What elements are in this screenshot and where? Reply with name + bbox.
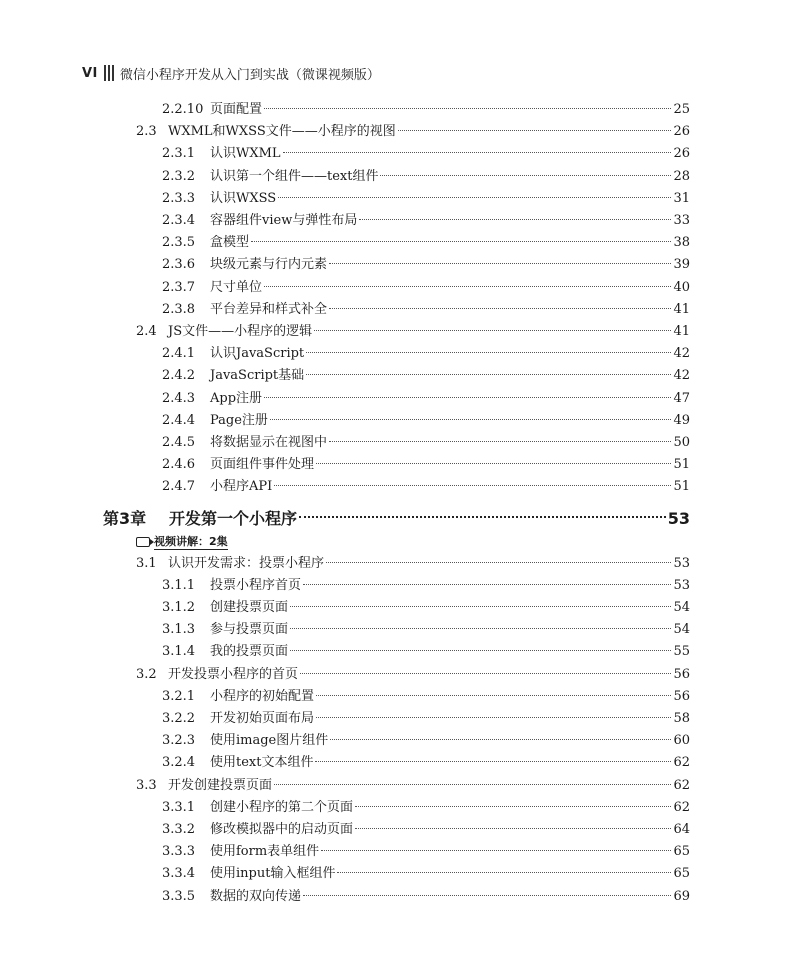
toc-entry-title: 认识WXSS <box>210 190 277 206</box>
toc-entry-number: 2.3.2 <box>162 168 196 184</box>
toc-dot-leader <box>283 152 672 153</box>
toc-entry-title: 开发第一个小程序 <box>169 508 298 528</box>
toc-entry-page: 55 <box>673 644 690 660</box>
toc-section-entry[interactable] <box>136 122 690 142</box>
toc-subsection-entry[interactable] <box>162 731 690 751</box>
toc-entry-number: 3.1 <box>136 555 157 571</box>
toc-subsection-entry[interactable] <box>162 753 690 773</box>
toc-dot-leader <box>316 717 671 718</box>
toc-entry-page: 53 <box>667 508 690 528</box>
toc-entry-number: 2.4.1 <box>162 346 196 362</box>
toc-entry-title: 数据的双向传递 <box>210 888 302 904</box>
toc-entry-number: 2.3.1 <box>162 146 196 162</box>
toc-entry-number: 2.4.3 <box>162 390 196 406</box>
toc-entry-page: 69 <box>673 888 690 904</box>
toc-entry-page: 26 <box>673 124 690 140</box>
toc-entry-number: 3.2.3 <box>162 733 196 749</box>
toc-dot-leader <box>315 761 671 762</box>
toc-dot-leader <box>326 562 671 563</box>
toc-entry-title: 小程序API <box>210 479 273 495</box>
toc-entry-number: 2.4.6 <box>162 457 196 473</box>
toc-dot-leader <box>303 584 671 585</box>
toc-entry-number: 2.3.3 <box>162 190 196 206</box>
toc-entry-title: 参与投票页面 <box>210 622 289 638</box>
toc-entry-page: 60 <box>673 733 690 749</box>
toc-entry-title: 平台差异和样式补全 <box>210 301 328 317</box>
toc-entry-title: 认识JavaScript <box>210 346 305 362</box>
toc-entry-title: 使用input输入框组件 <box>210 866 336 882</box>
toc-subsection-entry[interactable] <box>162 455 690 475</box>
toc-entry-page: 49 <box>673 412 690 428</box>
toc-dot-leader <box>355 806 671 807</box>
toc-entry-page: 28 <box>673 168 690 184</box>
toc-dot-leader <box>355 828 671 829</box>
toc-dot-leader <box>264 286 671 287</box>
toc-dot-leader <box>306 374 671 375</box>
toc-entry-page: 31 <box>673 190 690 206</box>
toc-dot-leader <box>380 175 671 176</box>
toc-entry-page: 40 <box>673 279 690 295</box>
toc-section-entry[interactable] <box>136 554 690 574</box>
toc-entry-number: 3.1.1 <box>162 577 196 593</box>
toc-dot-leader <box>316 695 671 696</box>
toc-entry-page: 65 <box>673 866 690 882</box>
toc-entry-page: 56 <box>673 666 690 682</box>
toc-entry-number: 第3章 <box>103 508 147 528</box>
toc-subsection-entry[interactable] <box>162 687 690 707</box>
toc-subsection-entry[interactable] <box>162 389 690 409</box>
toc-entry-number: 2.3.4 <box>162 213 196 228</box>
toc-dot-leader <box>300 673 671 674</box>
toc-entry-title: WXML和WXSS文件——小程序的视图 <box>168 124 396 140</box>
toc-entry-title: 容器组件view与弹性布局 <box>210 213 358 228</box>
video-camera-icon <box>136 537 150 547</box>
toc-entry-number: 2.3.6 <box>162 257 196 273</box>
toc-subsection-entry[interactable] <box>162 411 690 431</box>
toc-subsection-entry[interactable] <box>162 576 690 596</box>
toc-entry-title: 块级元素与行内元素 <box>210 257 328 273</box>
toc-subsection-entry[interactable] <box>162 344 690 364</box>
toc-entry-page: 64 <box>673 822 690 837</box>
toc-dot-leader <box>398 130 672 131</box>
toc-entry-title: 开发创建投票页面 <box>168 777 273 793</box>
toc-subsection-entry[interactable] <box>162 278 690 298</box>
toc-entry-number: 2.4.2 <box>162 368 196 384</box>
toc-entry-page: 51 <box>673 457 690 473</box>
toc-entry-page: 53 <box>673 577 690 593</box>
toc-dot-leader <box>264 108 671 109</box>
toc-entry-number: 3.3.4 <box>162 866 196 882</box>
toc-entry-number: 2.3.5 <box>162 235 196 251</box>
toc-section-entry[interactable] <box>136 776 690 796</box>
toc-entry-title: 页面组件事件处理 <box>210 457 315 473</box>
toc-entry-page: 41 <box>673 324 690 339</box>
toc-entry-title: 盒模型 <box>210 235 250 251</box>
toc-entry-number: 2.4 <box>136 324 157 339</box>
toc-entry-number: 2.4.4 <box>162 412 196 428</box>
toc-dot-leader <box>251 241 671 242</box>
toc-entry-page: 26 <box>673 146 690 162</box>
toc-entry-title: 使用image图片组件 <box>210 733 329 749</box>
toc-entry-number: 2.3.8 <box>162 301 196 317</box>
toc-subsection-entry[interactable] <box>162 233 690 253</box>
toc-entry-title: 开发初始页面布局 <box>210 711 315 726</box>
toc-entry-title: 投票小程序首页 <box>210 577 302 593</box>
toc-subsection-entry[interactable] <box>162 598 690 618</box>
toc-entry-title: JS文件——小程序的逻辑 <box>168 324 313 339</box>
toc-entry-page: 33 <box>673 213 690 228</box>
toc-subsection-entry[interactable] <box>162 620 690 640</box>
toc-entry-number: 3.3.5 <box>162 888 196 904</box>
toc-entry-number: 3.1.2 <box>162 600 196 615</box>
toc-entry-title: 认识第一个组件——text组件 <box>210 168 379 184</box>
toc-entry-number: 3.1.3 <box>162 622 196 638</box>
toc-subsection-entry[interactable] <box>162 433 690 453</box>
toc-dot-leader <box>329 263 671 264</box>
toc-dot-leader <box>299 516 666 518</box>
toc-subsection-entry[interactable] <box>162 477 690 497</box>
toc-entry-title: 创建投票页面 <box>210 600 289 615</box>
toc-dot-leader <box>274 485 671 486</box>
toc-entry-number: 3.3.2 <box>162 822 196 837</box>
toc-dot-leader <box>303 895 671 896</box>
toc-dot-leader <box>290 606 671 607</box>
toc-entry-page: 25 <box>673 102 690 117</box>
toc-entry-title: 小程序的初始配置 <box>210 688 315 704</box>
toc-entry-number: 2.3.7 <box>162 279 196 295</box>
toc-entry-title: 认识开发需求：投票小程序 <box>168 555 325 571</box>
toc-entry-title: 使用text文本组件 <box>210 755 314 771</box>
toc-entry-number: 3.3.3 <box>162 844 196 860</box>
toc-subsection-entry[interactable] <box>162 864 690 884</box>
toc-subsection-entry[interactable] <box>162 189 690 209</box>
toc-dot-leader <box>316 463 671 464</box>
toc-dot-leader <box>337 872 671 873</box>
toc-dot-leader <box>274 784 671 785</box>
toc-entry-page: 65 <box>673 844 690 860</box>
toc-subsection-entry[interactable] <box>162 300 690 320</box>
toc-subsection-entry[interactable] <box>162 820 690 840</box>
toc-entry-number: 3.2.4 <box>162 755 196 771</box>
toc-entry-number: 2.4.7 <box>162 479 196 495</box>
toc-dot-leader <box>290 628 671 629</box>
toc-entry-page: 38 <box>673 235 690 251</box>
toc-dot-leader <box>264 397 671 398</box>
toc-dot-leader <box>329 308 671 309</box>
header-divider-bars <box>104 65 114 81</box>
toc-entry-page: 62 <box>673 799 690 815</box>
video-lecture-label: 视频讲解：2集 <box>154 535 228 549</box>
toc-entry-title: 使用form表单组件 <box>210 844 320 860</box>
toc-entry-number: 3.1.4 <box>162 644 196 660</box>
toc-entry-title: Page注册 <box>210 412 268 428</box>
toc-entry-number: 2.2.10 <box>162 102 204 117</box>
toc-entry-page: 51 <box>673 479 690 495</box>
toc-subsection-entry[interactable] <box>162 211 690 231</box>
toc-entry-title: 修改模拟器中的启动页面 <box>210 822 354 837</box>
toc-entry-number: 3.2.2 <box>162 711 196 726</box>
toc-entry-title: JavaScript基础 <box>210 368 305 384</box>
toc-dot-leader <box>306 352 671 353</box>
toc-entry-title: 尺寸单位 <box>210 279 263 295</box>
page-header <box>82 62 380 84</box>
toc-dot-leader <box>329 441 671 442</box>
toc-entry-page: 62 <box>673 777 690 793</box>
toc-entry-title: 页面配置 <box>210 102 263 117</box>
toc-entry-page: 50 <box>673 435 690 450</box>
toc-subsection-entry[interactable] <box>162 144 690 164</box>
toc-dot-leader <box>359 219 671 220</box>
toc-entry-page: 53 <box>673 555 690 571</box>
toc-dot-leader <box>270 419 672 420</box>
toc-entry-page: 39 <box>673 257 690 273</box>
toc-entry-number: 3.2 <box>136 666 157 682</box>
toc-entry-title: 创建小程序的第二个页面 <box>210 799 354 815</box>
toc-entry-page: 58 <box>673 711 690 726</box>
toc-dot-leader <box>314 330 671 331</box>
toc-subsection-entry[interactable] <box>162 366 690 386</box>
toc-chapter-entry[interactable] <box>103 506 690 532</box>
toc-subsection-entry[interactable] <box>162 709 690 729</box>
book-title: 微信小程序开发从入门到实战（微课视频版） <box>119 67 380 83</box>
page-number: VI <box>82 65 98 81</box>
toc-entry-page: 41 <box>673 301 690 317</box>
toc-entry-number: 3.2.1 <box>162 688 196 704</box>
toc-dot-leader <box>278 197 671 198</box>
toc-dot-leader <box>321 850 671 851</box>
video-lecture-note <box>136 534 228 550</box>
toc-subsection-entry[interactable] <box>162 887 690 907</box>
toc-section-entry[interactable] <box>136 322 690 342</box>
toc-subsection-entry[interactable] <box>162 255 690 275</box>
toc-subsection-entry[interactable] <box>162 167 690 187</box>
toc-entry-number: 3.3.1 <box>162 799 196 815</box>
toc-entry-title: 我的投票页面 <box>210 644 289 660</box>
toc-dot-leader <box>290 650 671 651</box>
toc-entry-title: 认识WXML <box>210 146 281 162</box>
toc-subsection-entry[interactable] <box>162 842 690 862</box>
toc-subsection-entry[interactable] <box>162 798 690 818</box>
toc-section-entry[interactable] <box>136 665 690 685</box>
toc-entry-page: 47 <box>673 390 690 406</box>
toc-entry-page: 54 <box>673 622 690 638</box>
toc-entry-number: 2.4.5 <box>162 435 196 450</box>
toc-entry-title: App注册 <box>210 390 263 406</box>
toc-entry-number: 2.3 <box>136 124 157 140</box>
toc-entry-page: 42 <box>673 368 690 384</box>
toc-dot-leader <box>330 739 671 740</box>
toc-subsection-entry[interactable] <box>162 642 690 662</box>
toc-entry-page: 42 <box>673 346 690 362</box>
toc-entry-title: 开发投票小程序的首页 <box>168 666 299 682</box>
toc-entry-page: 54 <box>673 600 690 615</box>
toc-subsection-entry[interactable] <box>162 100 690 120</box>
toc-entry-title: 将数据显示在视图中 <box>210 435 328 450</box>
toc-entry-number: 3.3 <box>136 777 157 793</box>
toc-entry-page: 62 <box>673 755 690 771</box>
toc-entry-page: 56 <box>673 688 690 704</box>
